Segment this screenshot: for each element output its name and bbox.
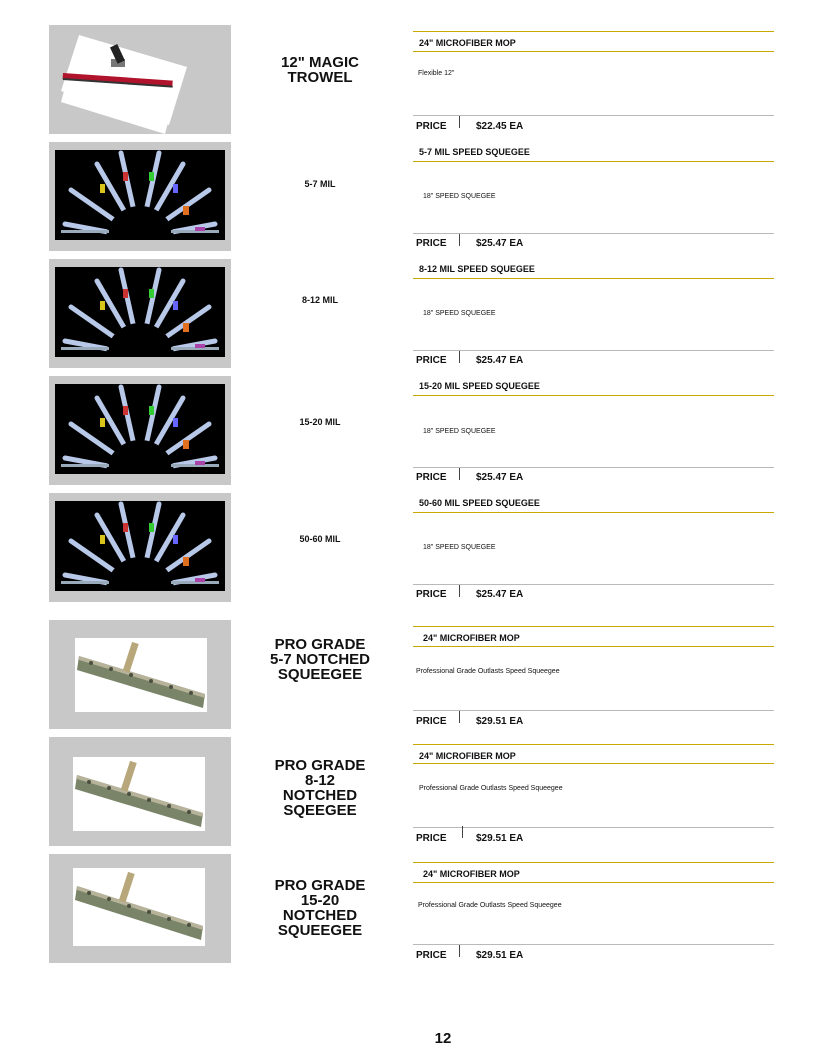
product-description: Professional Grade Outlasts Speed Squeegee xyxy=(419,785,563,792)
price-label: PRICE xyxy=(416,238,447,249)
header-rule-bottom xyxy=(413,512,774,513)
notched-squeegee-icon xyxy=(73,868,205,946)
product-photo xyxy=(73,757,205,831)
product-thumbnail xyxy=(49,854,231,963)
product-name: PRO GRADE 8-12 NOTCHED SQEEGEE xyxy=(274,757,366,819)
header-rule-bottom xyxy=(413,51,774,52)
product-photo xyxy=(55,384,225,474)
header-rule-top xyxy=(413,862,774,863)
notched-squeegee-icon xyxy=(73,757,205,831)
price-divider xyxy=(459,585,460,597)
price-rule xyxy=(413,115,774,116)
product-thumbnail xyxy=(49,25,231,134)
product-photo xyxy=(73,868,205,946)
header-rule-bottom xyxy=(413,395,774,396)
product-name: PRO GRADE 5-7 NOTCHED SQUEEGEE xyxy=(269,636,370,683)
price-value: $25.47 EA xyxy=(476,589,524,600)
price-value: $25.47 EA xyxy=(476,472,524,483)
price-divider xyxy=(459,234,460,246)
product-thumbnail xyxy=(49,493,231,602)
product-row xyxy=(0,376,816,485)
price-value: $25.47 EA xyxy=(476,238,524,249)
price-rule xyxy=(413,233,774,234)
product-photo xyxy=(55,267,225,357)
price-value: $29.51 EA xyxy=(476,833,524,844)
product-header: 24" MICROFIBER MOP xyxy=(419,38,516,48)
price-divider xyxy=(462,826,463,838)
price-rule xyxy=(413,584,774,585)
header-rule-top xyxy=(413,744,774,745)
product-row xyxy=(0,142,816,251)
price-rule xyxy=(413,827,774,828)
price-label: PRICE xyxy=(416,589,447,600)
price-label: PRICE xyxy=(416,716,447,727)
speed-squeegee-fan-icon xyxy=(55,150,225,240)
price-divider xyxy=(459,351,460,363)
product-header: 8-12 MIL SPEED SQUEGEE xyxy=(419,264,535,274)
product-row xyxy=(0,25,816,134)
product-name: 12" MAGIC TROWEL xyxy=(281,54,359,86)
product-description: Flexible 12" xyxy=(418,70,455,77)
product-row xyxy=(0,620,816,729)
price-value: $25.47 EA xyxy=(476,355,524,366)
header-rule-top xyxy=(413,626,774,627)
product-photo xyxy=(55,150,225,240)
product-description: Professional Grade Outlasts Speed Squeegee xyxy=(418,902,562,909)
header-rule-top xyxy=(413,31,774,32)
price-divider xyxy=(459,711,460,723)
product-row xyxy=(0,493,816,602)
header-rule-bottom xyxy=(413,882,774,883)
product-row xyxy=(0,854,816,963)
price-label: PRICE xyxy=(416,472,447,483)
price-label: PRICE xyxy=(416,121,447,132)
price-divider xyxy=(459,116,460,128)
price-rule xyxy=(413,350,774,351)
product-row xyxy=(0,737,816,846)
product-thumbnail xyxy=(49,620,231,729)
price-label: PRICE xyxy=(416,833,447,844)
magic-trowel-icon xyxy=(49,25,231,134)
header-rule-bottom xyxy=(413,763,774,764)
product-row xyxy=(0,259,816,368)
price-value: $29.51 EA xyxy=(476,950,524,961)
price-rule xyxy=(413,710,774,711)
product-description: 18" SPEED SQUEGEE xyxy=(423,544,496,551)
speed-squeegee-fan-icon xyxy=(55,501,225,591)
product-description: 18" SPEED SQUEGEE xyxy=(423,193,496,200)
product-photo xyxy=(75,638,207,712)
page-number: 12 xyxy=(434,1030,452,1047)
product-name: 5-7 MIL xyxy=(304,179,336,189)
header-rule-bottom xyxy=(413,161,774,162)
product-header: 24" MICROFIBER MOP xyxy=(419,751,516,761)
price-label: PRICE xyxy=(416,950,447,961)
price-rule xyxy=(413,944,774,945)
product-header: 50-60 MIL SPEED SQUEGEE xyxy=(419,498,540,508)
product-photo xyxy=(55,501,225,591)
product-thumbnail xyxy=(49,142,231,251)
header-rule-bottom xyxy=(413,278,774,279)
price-divider xyxy=(459,468,460,480)
product-description: Professional Grade Outlasts Speed Squeegee xyxy=(416,668,560,675)
product-thumbnail xyxy=(49,737,231,846)
product-name: PRO GRADE 15-20 NOTCHED SQUEEGEE xyxy=(274,877,366,939)
product-name: 8-12 MIL xyxy=(301,295,338,305)
price-value: $29.51 EA xyxy=(476,716,524,727)
product-description: 18" SPEED SQUEGEE xyxy=(423,428,496,435)
price-divider xyxy=(459,945,460,957)
product-header: 15-20 MIL SPEED SQUEGEE xyxy=(419,381,540,391)
price-value: $22.45 EA xyxy=(476,121,524,132)
product-name: 15-20 MIL xyxy=(299,417,341,427)
price-rule xyxy=(413,467,774,468)
speed-squeegee-fan-icon xyxy=(55,267,225,357)
product-header: 24" MICROFIBER MOP xyxy=(423,869,520,879)
speed-squeegee-fan-icon xyxy=(55,384,225,474)
product-thumbnail xyxy=(49,376,231,485)
header-rule-bottom xyxy=(413,646,774,647)
notched-squeegee-icon xyxy=(75,638,207,712)
product-name: 50-60 MIL xyxy=(299,534,341,544)
price-label: PRICE xyxy=(416,355,447,366)
product-thumbnail xyxy=(49,259,231,368)
product-header: 24" MICROFIBER MOP xyxy=(423,633,520,643)
product-header: 5-7 MIL SPEED SQUEGEE xyxy=(419,147,530,157)
product-description: 18" SPEED SQUEGEE xyxy=(423,310,496,317)
